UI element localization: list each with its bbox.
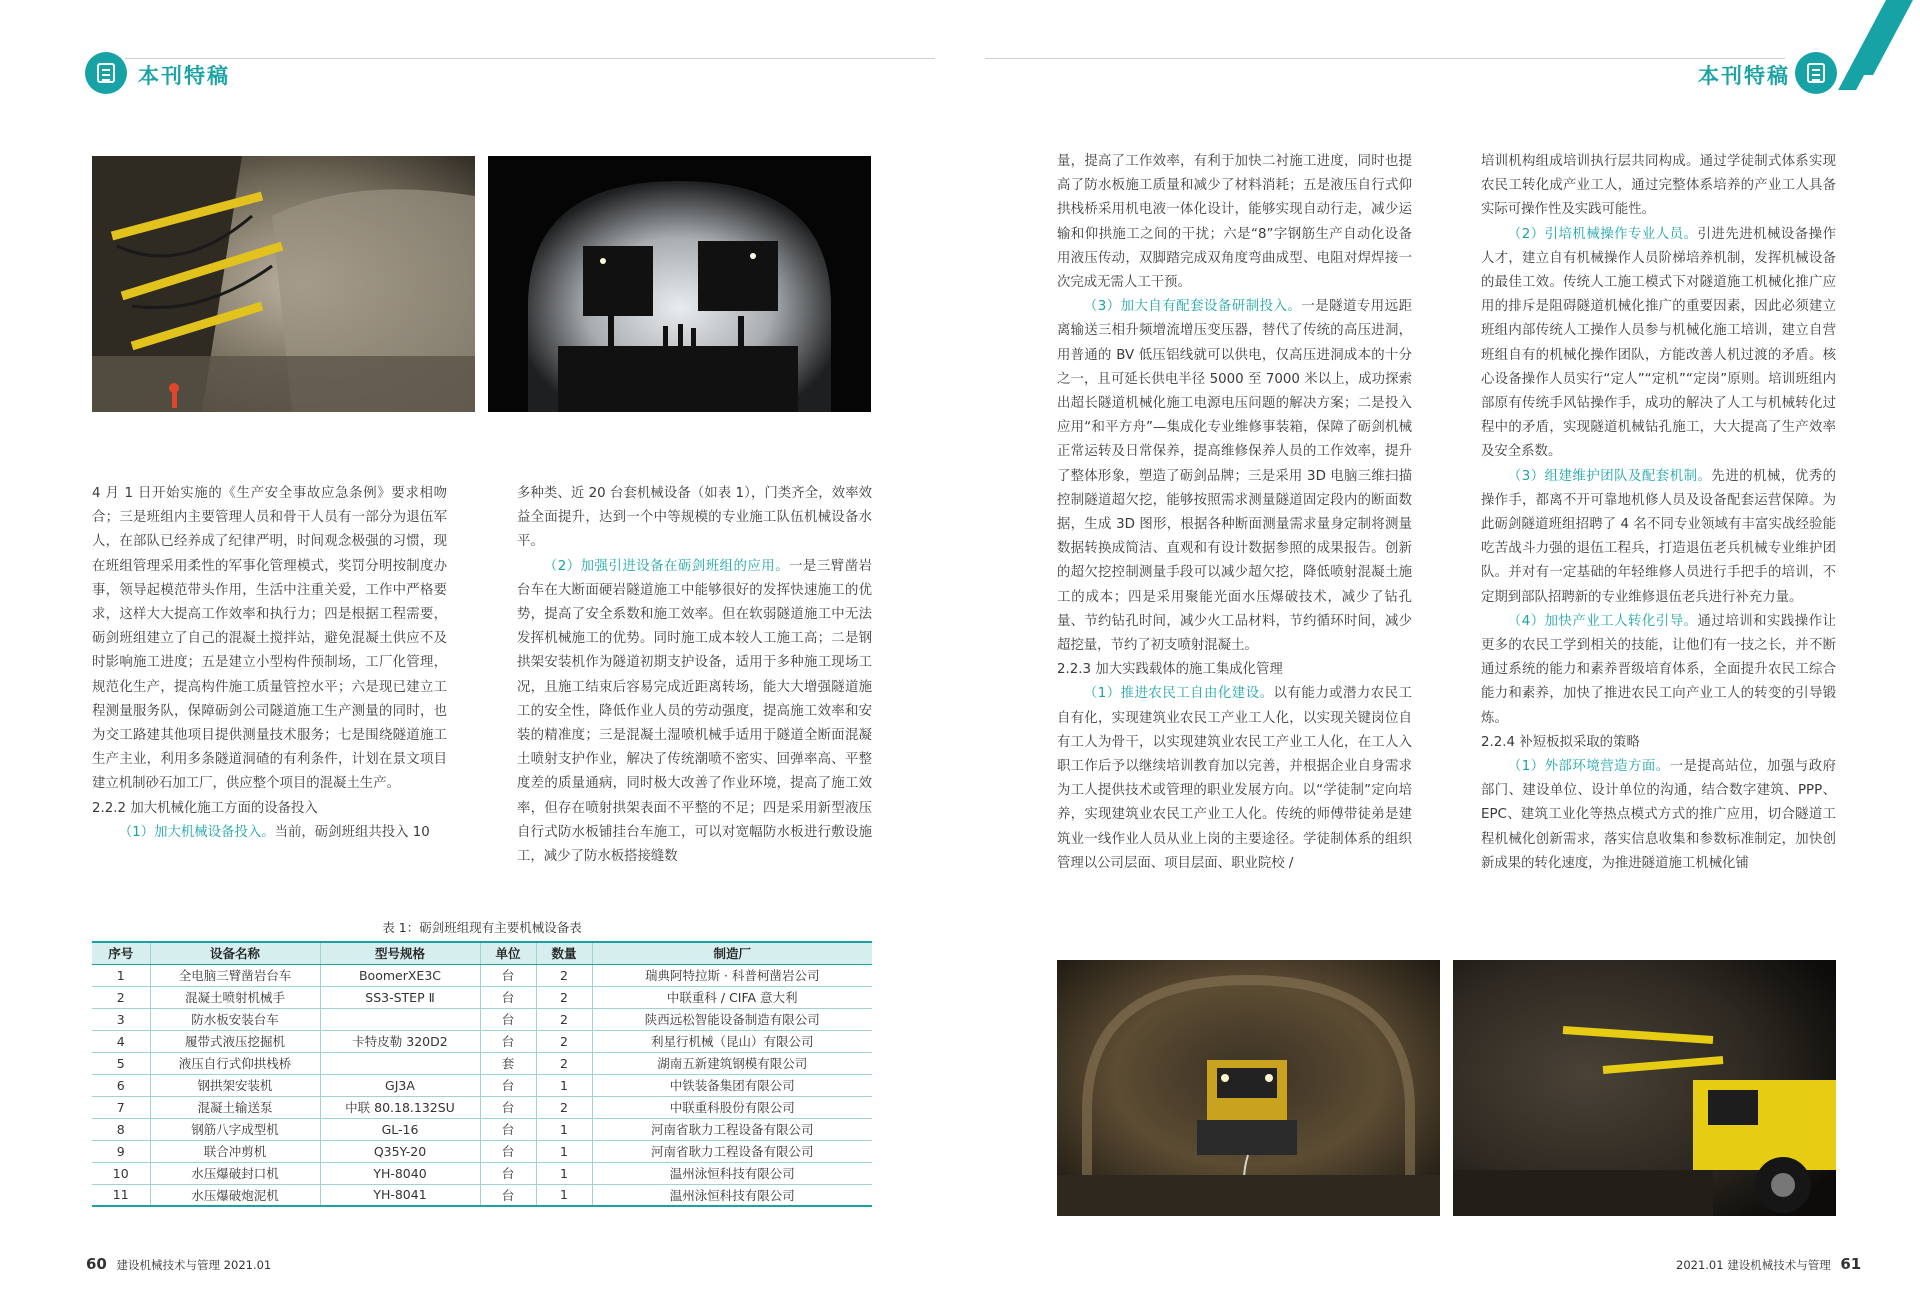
- table-row: [92, 1008, 872, 1030]
- subheading-2-2-4: 2.2.4 补短板拟采取的策略: [1481, 734, 1640, 750]
- paragraph-text: 先进的机械，优秀的操作手，都离不开可靠地机修人员及设备配套运营保障。为此砺剑隧道班组招聘了 4 名不同专业领域有丰富实战经验能吃苦战斗力强的退伍工程兵，打造退伍老兵机械专业维护团队。并对有一定基础的年轻维修人员进行手把手的培训，不定期到部队招聘新的专业维修退伍老兵进行补充力量。: [1481, 468, 1837, 605]
- table-cell: 11: [92, 1184, 150, 1206]
- highlight-lead: （1）推进农民工自由化建设。: [1083, 686, 1274, 702]
- table-cell: GL-16: [320, 1118, 480, 1140]
- text-column-3: [1057, 150, 1412, 876]
- highlight-lead: （1）加大机械设备投入。: [118, 824, 275, 840]
- paragraph: [1481, 610, 1836, 731]
- paragraph: 量，提高了工作效率，有利于加快二衬施工进度，同时也提高了防水板施工质量和减少了材料消耗；五是液压自行式仰拱栈桥采用机电液一体化设计，能够实现自动行走，减少运输和仰拱施工之间的干扰；六是“8”字钢筋生产自动化设备用液压传动，双脚踏完成双角度弯曲成型、电阻对焊焊接一次完成无需人工干预。: [1057, 154, 1412, 291]
- table-row: [92, 986, 872, 1008]
- table-cell: 1: [92, 964, 150, 986]
- paragraph: [1057, 295, 1412, 658]
- table-cell: 4: [92, 1030, 150, 1052]
- paragraph: [517, 555, 872, 870]
- paragraph: 培训机构组成培训执行层共同构成。通过学徒制式体系实现农民工转化成产业工人，通过完整体系培养的产业工人具备实际可操作性及实践可能性。: [1481, 154, 1836, 218]
- paragraph-text: 一是三臂凿岩台车在大断面硬岩隧道施工中能够很好的发挥快速施工的优势，提高了安全系数和施工效率。但在软弱隧道施工中无法发挥机械施工的优势。同时施工成本较人工施工高；二是钢拱架安装机作为隧道初期支护设备，适用于多种施工现场工况，且施工结束后容易完成近距离转场，能大大增强隧道施工的安全性，降低作业人员的劳动强度，提高施工效率和安装的精准度；三是混凝土湿喷机械手适用于隧道全断面混凝土喷射支护作业，解决了传统潮喷不密实、回弹率高、平整度差的质量通病，同时极大改善了作业环境，提高了施工效率，但存在喷射拱架表面不平整的不足；四是采用新型液压自行式防水板铺挂台车施工，可以对宽幅防水板进行敷设施工，减少了防水板搭接缝数: [517, 558, 872, 865]
- table-cell: 中铁装备集团有限公司: [592, 1074, 872, 1096]
- table-row: [92, 1118, 872, 1140]
- table-cell: YH-8041: [320, 1184, 480, 1206]
- table-cell: 钢拱架安装机: [150, 1074, 320, 1096]
- paragraph: [1481, 223, 1836, 465]
- table-cell: 台: [480, 1184, 536, 1206]
- photo-drill-jumbo: [92, 156, 475, 412]
- paragraph-text: 当前，砺剑班组共投入 10: [274, 824, 430, 840]
- footer-journal: 建设机械技术与管理 2021.01: [116, 1258, 272, 1272]
- page-number: 60: [86, 1255, 107, 1273]
- text-column-1: [92, 482, 447, 845]
- table-cell: 河南省耿力工程设备有限公司: [592, 1118, 872, 1140]
- photo-tunnel-face: [488, 156, 871, 412]
- table-cell: 套: [480, 1052, 536, 1074]
- table-cell: 2: [536, 986, 592, 1008]
- tunnel-machine-front-icon: [1057, 960, 1440, 1216]
- table-cell: 中联 80.18.132SU: [320, 1096, 480, 1118]
- page-number: 61: [1840, 1255, 1862, 1273]
- table-cell: 履带式液压挖掘机: [150, 1030, 320, 1052]
- table-cell: 利星行机械（昆山）有限公司: [592, 1030, 872, 1052]
- col-header: 设备名称: [150, 942, 320, 964]
- table-cell: 9: [92, 1140, 150, 1162]
- table-cell: 台: [480, 1074, 536, 1096]
- table-cell: 台: [480, 964, 536, 986]
- paragraph: [1057, 682, 1412, 876]
- drill-jumbo-icon: [92, 156, 475, 412]
- table-cell: 3: [92, 1008, 150, 1030]
- header-rule-left: [125, 58, 935, 59]
- paragraph-text: 通过培训和实践操作让更多的农民工学到相关的技能，让他们有一技之长，并不断通过系统的能力和素养晋级培育体系，全面提升农民工综合能力和素养，加快了推进农民工向产业工人的转变的引导锻炼。: [1481, 613, 1836, 726]
- col-header: 序号: [92, 942, 150, 964]
- photo-yellow-drill: [1453, 960, 1836, 1216]
- table-cell: 水压爆破炮泥机: [150, 1184, 320, 1206]
- col-header: 型号规格: [320, 942, 480, 964]
- table-cell: YH-8040: [320, 1162, 480, 1184]
- highlight-lead: （3）组建维护团队及配套机制。: [1507, 468, 1712, 484]
- table-cell: 中联重科股份有限公司: [592, 1096, 872, 1118]
- table-cell: 7: [92, 1096, 150, 1118]
- paragraph: [92, 821, 447, 845]
- table-header-row: [92, 942, 872, 964]
- col-header: 制造厂: [592, 942, 872, 964]
- photo-tunnel-machine: [1057, 960, 1440, 1216]
- col-header: 数量: [536, 942, 592, 964]
- table-cell: 6: [92, 1074, 150, 1096]
- table-cell: 台: [480, 1118, 536, 1140]
- table-cell: 陕西远松智能设备制造有限公司: [592, 1008, 872, 1030]
- highlight-lead: （2）引培机械操作专业人员。: [1507, 226, 1698, 242]
- table-cell: 温州泳恒科技有限公司: [592, 1162, 872, 1184]
- table-row: [92, 1162, 872, 1184]
- table-row: [92, 1030, 872, 1052]
- highlight-lead: （4）加快产业工人转化引导。: [1507, 613, 1698, 629]
- table-cell: 瑞典阿特拉斯 · 科普柯凿岩公司: [592, 964, 872, 986]
- yellow-drill-jumbo-icon: [1453, 960, 1836, 1216]
- table-cell: 全电脑三臂凿岩台车: [150, 964, 320, 986]
- table-cell: Q35Y-20: [320, 1140, 480, 1162]
- table-cell: 水压爆破封口机: [150, 1162, 320, 1184]
- table-cell: 温州泳恒科技有限公司: [592, 1184, 872, 1206]
- table-cell: 1: [536, 1074, 592, 1096]
- table-cell: 中联重科 / CIFA 意大利: [592, 986, 872, 1008]
- footer-journal: 2021.01 建设机械技术与管理: [1676, 1258, 1831, 1272]
- table-cell: 台: [480, 1008, 536, 1030]
- table-cell: 台: [480, 1030, 536, 1052]
- table-cell: 钢筋八字成型机: [150, 1118, 320, 1140]
- table-cell: 1: [536, 1140, 592, 1162]
- book-icon: [1795, 52, 1837, 94]
- subheading-2-2-2: 2.2.2 加大机械化施工方面的设备投入: [92, 800, 318, 816]
- table-caption: 表 1：砺剑班组现有主要机械设备表: [382, 920, 582, 935]
- table-cell: 台: [480, 986, 536, 1008]
- table-cell: 1: [536, 1162, 592, 1184]
- table-row: [92, 964, 872, 986]
- table-cell: 湖南五新建筑钢模有限公司: [592, 1052, 872, 1074]
- col-header: 单位: [480, 942, 536, 964]
- highlight-lead: （3）加大自有配套设备研制投入。: [1083, 299, 1302, 315]
- table-row: [92, 1140, 872, 1162]
- section-title-left: 本刊特稿: [138, 64, 230, 88]
- table-cell: [320, 1052, 480, 1074]
- table-row: [92, 1052, 872, 1074]
- table-cell: 台: [480, 1162, 536, 1184]
- equipment-table: [92, 941, 872, 1207]
- table-cell: 卡特皮勒 320D2: [320, 1030, 480, 1052]
- table-cell: 1: [536, 1118, 592, 1140]
- table-cell: 2: [536, 1008, 592, 1030]
- paragraph-text: 一是提高站位，加强与政府部门、建设单位、设计单位的沟通，结合数字建筑、PPP、EPC、建筑工业化等热点模式方式的推广应用，切合隧道工程机械化创新需求，落实信息收集和参数标准制定，加快创新成果的转化速度，为推进隧道施工机械化铺: [1481, 759, 1836, 871]
- table-cell: BoomerXE3C: [320, 964, 480, 986]
- table-row: [92, 1096, 872, 1118]
- table-cell: SS3-STEP Ⅱ: [320, 986, 480, 1008]
- table-cell: 混凝土喷射机械手: [150, 986, 320, 1008]
- table-cell: 台: [480, 1140, 536, 1162]
- paragraph-text: 一是隧道专用远距离输送三相升频增流增压变压器，替代了传统的高压进洞，用普通的 BV 低压铝线就可以供电，仅高压进洞成本的十分之一，且可延长供电半径 5000 至 7000 米以上，成功探索出超长隧道机械化施工电源电压问题的解决方案；二是投入应用“和平方舟”—集成化专业维修事装箱，保障了砺剑机械正常运转及日常保养，提高维修保养人员的工作效率，提升了整体形象，塑造了砺剑品牌；三是采用 3D 电脑三维扫描控制隧道超欠挖，能够按照需求测量隧道固定段内的断面数据，生成 3D 图形，根据各种断面测量需求量身定制将测量数据转换成简洁、直观和有设计数据参照的成果报告。创新的超欠挖控制测量手段可以减少超欠挖，降低喷射混凝土施工的成本；四是采用聚能光面水压爆破技术，减少了钻孔量、节约钻孔时间，减少火工品材料，节约循环时间，减少超挖量，节约了初支喷射混凝土。: [1057, 299, 1412, 654]
- table-cell: 2: [536, 1030, 592, 1052]
- paragraph-text: 以有能力或潜力农民工自有化，实现建筑业农民工产业工人化，以实现关键岗位自有工人为骨干，以实现建筑业农民工产业工人化，在工人入职工作后予以继续培训教育加以完善，并根据企业自身需求为工人提供技术或管理的职业发展方向。以“学徒制”定向培养，实现建筑业农民工产业工人化。传统的师傅带徒弟是建筑业一线作业人员从业上岗的主要途径。学徒制体系的组织管理以公司层面、项目层面、职业院校 /: [1057, 686, 1412, 871]
- paragraph: [1481, 465, 1836, 610]
- section-title-right: 本刊特稿: [1698, 64, 1790, 88]
- table-cell: 8: [92, 1118, 150, 1140]
- table-cell: 10: [92, 1162, 150, 1184]
- highlight-lead: （2）加强引进设备在砺剑班组的应用。: [543, 558, 790, 574]
- table-cell: [320, 1008, 480, 1030]
- highlight-lead: （1）外部环境营造方面。: [1507, 759, 1670, 775]
- table-cell: 2: [92, 986, 150, 1008]
- table-cell: 联合冲剪机: [150, 1140, 320, 1162]
- table-cell: 2: [536, 1052, 592, 1074]
- book-icon: [85, 52, 127, 94]
- paragraph-text: 引进先进机械设备操作人才，建立自有机械操作人员阶梯培养机制，发挥机械设备的最佳工效。传统人工施工模式下对隧道施工机械化推广应用的排斥是阻碍隧道机械化推广的重要因素，因此必须建立班组内部传统人工操作人员参与机械化施工培训，建立自营班组自有的机械化操作团队，方能改善人机过渡的矛盾。核心设备操作人员实行“定人”“定机”“定岗”原则。培训班组内部原有传统手风钻操作手，成功的解决了人工与机械转化过程中的矛盾，实现隧道机械钻孔施工，大大提高了生产效率及安全系数。: [1481, 226, 1836, 460]
- paragraph: [1481, 755, 1836, 876]
- table-cell: 防水板安装台车: [150, 1008, 320, 1030]
- table-cell: 5: [92, 1052, 150, 1074]
- table-cell: GJ3A: [320, 1074, 480, 1096]
- subheading-2-2-3: 2.2.3 加大实践载体的施工集成化管理: [1057, 662, 1283, 678]
- paragraph: 多种类、近 20 台套机械设备（如表 1），门类齐全，效率效益全面提升，达到一个中等规模的专业施工队伍机械设备水平。: [517, 486, 872, 550]
- table-row: [92, 1074, 872, 1096]
- footer-right: [1676, 1255, 1867, 1273]
- footer-left: [80, 1255, 271, 1273]
- table-cell: 河南省耿力工程设备有限公司: [592, 1140, 872, 1162]
- text-column-2: [517, 482, 872, 869]
- paragraph: 4 月 1 日开始实施的《生产安全事故应急条例》要求相吻合；三是班组内主要管理人员和骨干人员有一部分为退伍军人，在部队已经养成了纪律严明，时间观念极强的习惯，现在班组管理采用柔性的军事化管理模式，奖罚分明按制度办事，领导起模范带头作用，生活中注重关爱，工作中严格要求，这样大大提高工作效率和执行力；四是根据工程需要，砺剑班组建立了自己的混凝土搅拌站，避免混凝土供应不及时影响施工进度；五是建立小型构件预制场，工厂化管理，规范化生产，提高构件施工质量管控水平；六是现已建立工程测量服务队，保障砺剑公司隧道施工生产测量的同时，也为交工路建其他项目提供测量技术服务；七是围绕隧道施工生产主业，利用多条隧道洞碴的有利条件，计划在景文项目建立机制砂石加工厂，供应整个项目的混凝土生产。: [92, 486, 447, 792]
- header-rule-right: [985, 58, 1785, 59]
- table-cell: 2: [536, 964, 592, 986]
- table-cell: 1: [536, 1184, 592, 1206]
- table-cell: 混凝土输送泵: [150, 1096, 320, 1118]
- text-column-4: [1481, 150, 1836, 876]
- table-row: [92, 1184, 872, 1206]
- table-cell: 液压自行式仰拱栈桥: [150, 1052, 320, 1074]
- tunnel-face-workers-icon: [488, 156, 871, 412]
- table-cell: 2: [536, 1096, 592, 1118]
- table-cell: 台: [480, 1096, 536, 1118]
